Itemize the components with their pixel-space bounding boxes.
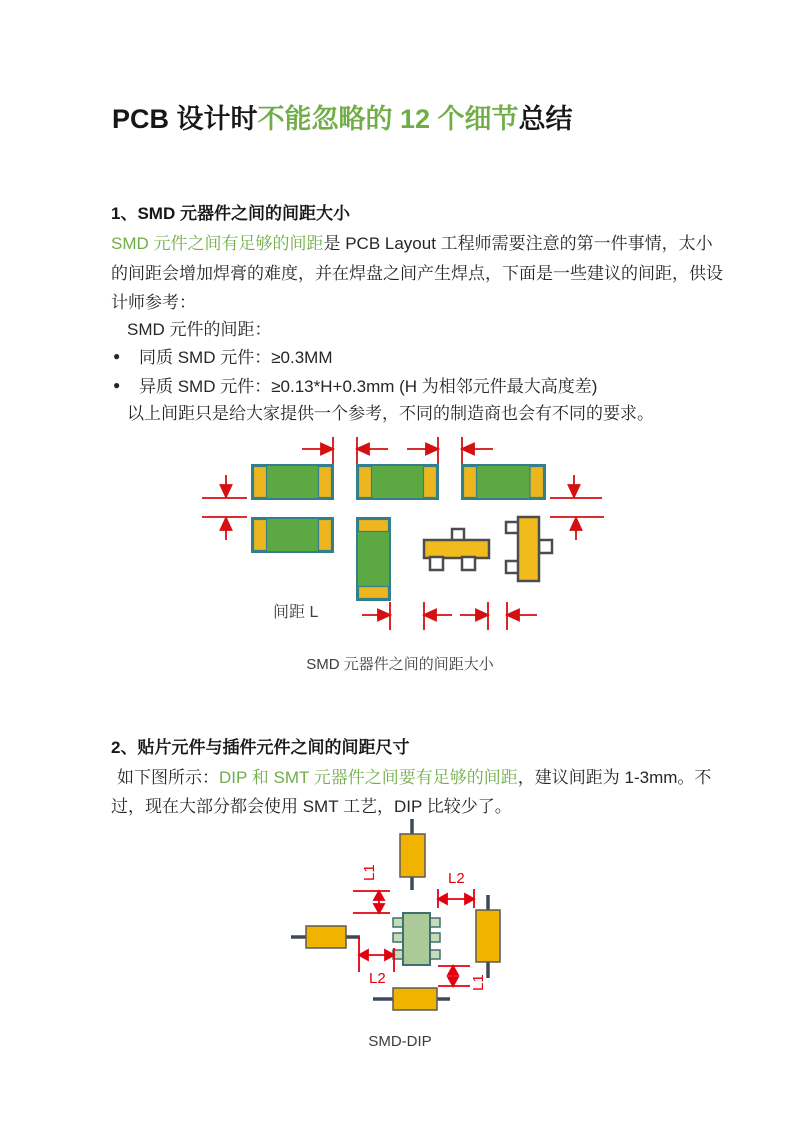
title-segment-black-2: 总结	[518, 104, 573, 134]
section2-green-phrase: DIP 和 SMT 元器件之间要有足够的间距	[219, 768, 518, 787]
bullet-item-2: 异质 SMD 元件：≥0.13*H+0.3mm (H 为相邻元件最大高度差)	[139, 377, 598, 396]
chip-component	[462, 465, 545, 499]
section1-note: 以上间距只是给大家提供一个参考，不同的制造商也会有不同的要求。	[127, 404, 654, 423]
figure-smd-dip-diagram	[270, 815, 550, 1030]
bullet-item-1: 同质 SMD 元件：≥0.3MM	[139, 348, 333, 367]
section1-green-phrase: SMD 元件之间有足够的间距	[111, 234, 324, 253]
title-segment-green: 不能忽略的 12 个细节	[257, 104, 519, 134]
label-l2-left: L2	[369, 970, 386, 987]
dimension-arrows-right	[550, 475, 604, 540]
section2-paragraph-line1	[117, 763, 711, 788]
figure-smd-spacing-diagram	[190, 425, 620, 645]
smt-ic-component	[393, 913, 440, 965]
bullet-dot: ●	[113, 378, 121, 392]
dip-resistor-top	[400, 819, 425, 890]
dimension-l1-top	[353, 891, 390, 913]
dimension-l2-left	[359, 937, 394, 972]
figure1-caption: SMD 元器件之间的间距大小	[306, 656, 494, 673]
section1-heading: 1、SMD 元器件之间的间距大小	[111, 204, 350, 223]
dip-resistor-right	[476, 895, 500, 978]
dip-resistor-bottom	[373, 988, 450, 1010]
section1-line1-rest: 是 PCB Layout 工程师需要注意的第一件事情，太小	[323, 234, 713, 253]
bullet-dot: ●	[113, 349, 121, 363]
dimension-l1-right	[438, 966, 470, 986]
section1-paragraph-line3: 计师参考：	[111, 293, 196, 312]
sot-component-vertical	[506, 517, 552, 581]
sot-component	[424, 529, 489, 570]
title-segment-black-1: PCB 设计时	[112, 104, 258, 134]
page-title	[112, 97, 573, 136]
dimension-arrows-bottom	[362, 602, 537, 630]
chip-component	[357, 465, 438, 499]
dip-resistor-left	[291, 926, 360, 948]
figure2-caption: SMD-DIP	[368, 1033, 432, 1050]
chip-component-vertical	[357, 518, 390, 600]
section2-paragraph-line2: 过，现在大部分都会使用 SMT 工艺，DIP 比较少了。	[111, 797, 512, 816]
dimension-arrows-top	[302, 437, 493, 464]
section1-paragraph-line1	[111, 229, 713, 254]
label-l2-top: L2	[448, 870, 465, 887]
section2-heading: 2、贴片元件与插件元件之间的间距尺寸	[111, 738, 410, 757]
chip-component	[252, 465, 333, 499]
section2-line1-rest: ，建议间距为 1-3mm。不	[517, 768, 712, 787]
figure1-gap-label: 间距 L	[273, 604, 319, 621]
dimension-l2-top	[438, 889, 474, 908]
label-l1-top: L1	[361, 864, 378, 881]
section2-line1-prefix: 如下图所示：	[117, 768, 219, 787]
label-l1-right: L1	[470, 974, 487, 991]
section1-sub-line: SMD 元件的间距：	[127, 320, 272, 339]
dimension-arrows-left	[202, 475, 247, 540]
chip-component	[252, 518, 333, 552]
section1-paragraph-line2: 的间距会增加焊膏的难度，并在焊盘之间产生焊点，下面是一些建议的间距，供设	[111, 264, 723, 283]
